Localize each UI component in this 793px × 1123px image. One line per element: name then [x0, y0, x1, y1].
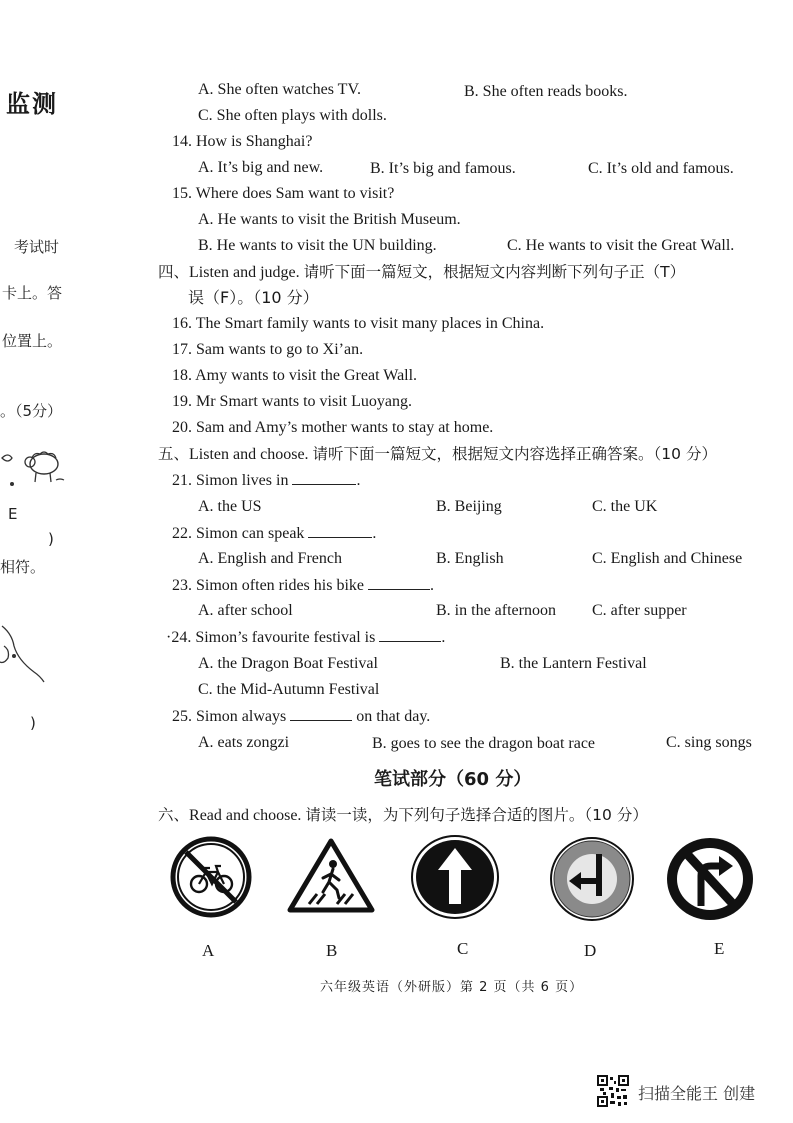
margin-text-3: 位置上。 [2, 332, 63, 350]
margin-text-4: 。（5分） [0, 402, 63, 420]
section6-english: Read and choose. [189, 807, 302, 824]
scanner-watermark: 扫描全能王 创建 [638, 1084, 756, 1103]
section4-heading [158, 262, 685, 283]
judge-item-20: 20. Sam and Amy’s mother wants to stay at home. [172, 419, 494, 436]
q23-option-a: A. after school [198, 602, 293, 619]
margin-text-1: 考试时 [14, 238, 60, 256]
q22-stem [172, 523, 376, 544]
margin-text-8: ) [30, 714, 36, 732]
section6-chinese: 请读一读，为下列句子选择合适的图片。（10 分） [305, 806, 648, 824]
exam-title-fragment: 监测 [6, 90, 58, 118]
pedestrian-crossing-sign-icon [287, 838, 375, 914]
sign-label-d: D [584, 941, 597, 960]
q25-option-b: B. goes to see the dragon boat race [372, 735, 596, 752]
section5-english: Listen and choose. [189, 446, 309, 463]
judge-item-17: 17. Sam wants to go to Xi’an. [172, 341, 364, 358]
q13-option-c: C. She often plays with dolls. [198, 107, 387, 124]
q15-option-a: A. He wants to visit the British Museum. [198, 211, 461, 228]
q25-stem-end: on that day. [356, 708, 431, 725]
sign-label-a: A [202, 941, 215, 960]
q14-stem: 14. How is Shanghai? [172, 133, 313, 150]
q14-option-b: B. It’s big and famous. [370, 160, 516, 177]
q13-option-a: A. She often watches TV. [198, 81, 361, 98]
margin-text-5: E [8, 505, 18, 523]
q21-stem-end: . [356, 472, 361, 489]
q24-option-b: B. the Lantern Festival [500, 655, 647, 672]
q14-option-a: A. It’s big and new. [198, 159, 324, 176]
section4-number: 四、 [158, 263, 190, 281]
sign-label-e: E [714, 939, 725, 958]
q23-blank [368, 575, 430, 590]
q22-blank [308, 523, 372, 538]
q22-option-c: C. English and Chinese [592, 550, 743, 567]
q13-option-b: B. She often reads books. [464, 83, 628, 100]
q21-option-c: C. the UK [592, 498, 658, 515]
section6-heading [158, 805, 648, 826]
q24-stem-end: . [441, 629, 446, 646]
section4-chinese-line1: 请听下面一篇短文，根据短文内容判断下列句子正（T） [303, 263, 686, 281]
q24-option-c: C. the Mid-Autumn Festival [198, 681, 380, 698]
no-right-turn-sign-icon [665, 836, 755, 922]
turn-left-sign-icon [549, 836, 635, 922]
q23-option-c: C. after supper [592, 602, 687, 619]
q25-stem [172, 706, 430, 727]
section6-number: 六、 [158, 806, 190, 824]
section4-chinese-line2: 误（F）。（10 分） [188, 288, 319, 307]
q23-stem-text: 23. Simon often rides his bike [172, 577, 364, 594]
section5-heading [158, 444, 717, 465]
margin-text-6: ) [48, 530, 54, 548]
page-footer: 六年级英语（外研版）第 2 页（共 6 页） [320, 980, 584, 995]
section5-chinese: 请听下面一篇短文，根据短文内容选择正确答案。（10 分） [312, 445, 717, 463]
q21-stem-text: 21. Simon lives in [172, 472, 289, 489]
drawing-fragment [0, 616, 46, 686]
q23-stem [172, 575, 434, 596]
straight-ahead-sign-icon [410, 834, 500, 920]
q14-option-c: C. It’s old and famous. [588, 160, 734, 177]
q22-stem-text: 22. Simon can speak [172, 525, 305, 542]
q25-blank [290, 706, 352, 721]
q23-stem-end: . [429, 577, 434, 594]
q22-option-b: B. English [436, 550, 504, 567]
margin-text-2: 卡上。答 [2, 284, 63, 302]
judge-item-18: 18. Amy wants to visit the Great Wall. [172, 367, 418, 384]
q15-option-c: C. He wants to visit the Great Wall. [507, 237, 735, 254]
judge-item-19: 19. Mr Smart wants to visit Luoyang. [172, 393, 412, 410]
qr-code-icon [597, 1075, 629, 1107]
q23-option-b: B. in the afternoon [436, 602, 556, 619]
sign-label-b: B [326, 941, 338, 960]
q15-stem: 15. Where does Sam want to visit? [172, 185, 395, 202]
q25-option-c: C. sing songs [666, 734, 752, 751]
q21-option-a: A. the US [198, 498, 262, 515]
q24-blank [379, 627, 441, 642]
q24-stem-text: ·24. Simon’s favourite festival is [166, 629, 376, 646]
written-part-title: 笔试部分（60 分） [374, 769, 532, 790]
sheep-picture-fragment [0, 444, 70, 490]
margin-text-7: 相符。 [0, 558, 46, 576]
q15-option-b: B. He wants to visit the UN building. [198, 237, 437, 254]
sign-label-c: C [457, 939, 469, 958]
no-bicycle-sign-icon [170, 836, 252, 918]
q25-stem-text: 25. Simon always [172, 708, 287, 725]
section5-number: 五、 [158, 445, 190, 463]
q21-stem [172, 470, 360, 491]
section4-english: Listen and judge. [189, 264, 300, 281]
q21-option-b: B. Beijing [436, 498, 502, 515]
q24-option-a: A. the Dragon Boat Festival [198, 655, 378, 672]
judge-item-16: 16. The Smart family wants to visit many places in China. [172, 315, 545, 332]
q24-stem [166, 627, 445, 648]
q22-option-a: A. English and French [198, 550, 342, 567]
q21-blank [292, 470, 356, 485]
q25-option-a: A. eats zongzi [198, 734, 290, 751]
q22-stem-end: . [372, 525, 377, 542]
